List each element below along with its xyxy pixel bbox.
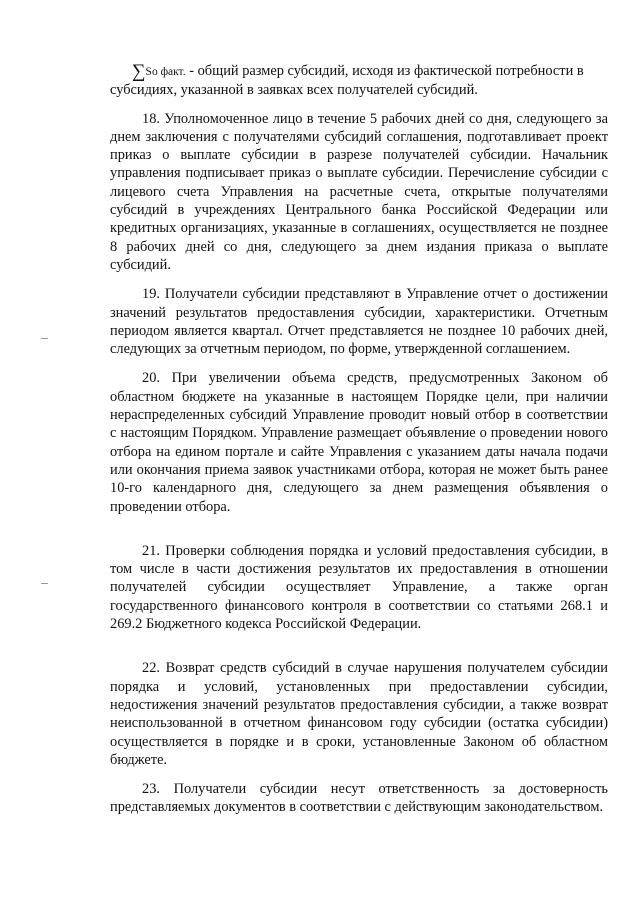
paragraph-21: 21. Проверки соблюдения порядка и условий предоставления субсидии, в том числе в части достижения результатов их предоставления в отношении получателей субсидии осуществляет Управление, а также орган государственного финансового контроля в соответствии со статьями 268.1 и 269.2 Бюджетного кодекса Российской Федерации.: [110, 542, 608, 633]
margin-mark: [41, 338, 48, 339]
paragraph-19: 19. Получатели субсидии представляют в Управление отчет о достижении значений результатов предоставления субсидии, характеристики. Отчетным периодом является квартал. Отчет представляется не позднее 10 рабочих дней, следующих за отчетным периодом, по форме, утвержденной соглашением.: [110, 286, 608, 358]
paragraph-20: 20. При увеличении объема средств, предусмотренных Законом об областном бюджете на указанные в настоящем Порядке цели, при наличии нераспределенных субсидий Управление проводит новый отбор в соответствии с настоящим Порядком. Управление размещает объявление о проведении нового отбора на едином портале и сайте Управления с указанием даты начала подачи или окончания приема заявок участниками отбора, которая не может быть ранее 10-го календарного дня, следующего за днем размещения объявления о проведении отбора.: [110, 370, 608, 515]
paragraph-23: 23. Получатели субсидии несут ответственность за достоверность представляемых документов в соответствии с действующим законодательством.: [110, 781, 608, 816]
formula-description: - общий размер субсидий, исходя из фактической потребности в субсидиях, указанной в заявках всех получателей субсидий.: [110, 63, 584, 99]
formula-definition: [110, 62, 608, 100]
paragraph-22: 22. Возврат средств субсидий в случае нарушения получателем субсидии порядка и условий, установленных при предоставлении субсидии, недостижения значений результатов предоставления субсидии, а также возврат неиспользованной в отчетном финансовом году субсидии (остатка субсидии) осуществляется в порядке и в сроки, установленные Законом об областном бюджете.: [110, 660, 608, 768]
sum-symbol: ∑: [132, 61, 146, 82]
margin-mark: [41, 583, 48, 584]
paragraph-18: 18. Уполномоченное лицо в течение 5 рабочих дней со дня, следующего за днем заключения с получателями субсидий соглашения, подготавливает проект приказ о выплате субсидии в разрезе получателей субсидии. Начальник управления подписывает приказ о выплате субсидии. Перечисление субсидии с лицевого счета Управления на расчетные счета, открытые получателями субсидий в учреждениях Центрального банка Российской Федерации или кредитных организациях, указанные в соглашениях, осуществляется не позднее 8 рабочих дней со дня, следующего за днем издания приказа о выплате субсидий.: [110, 110, 608, 273]
formula-subscript: So факт.: [145, 66, 186, 78]
document-body: [110, 62, 608, 817]
